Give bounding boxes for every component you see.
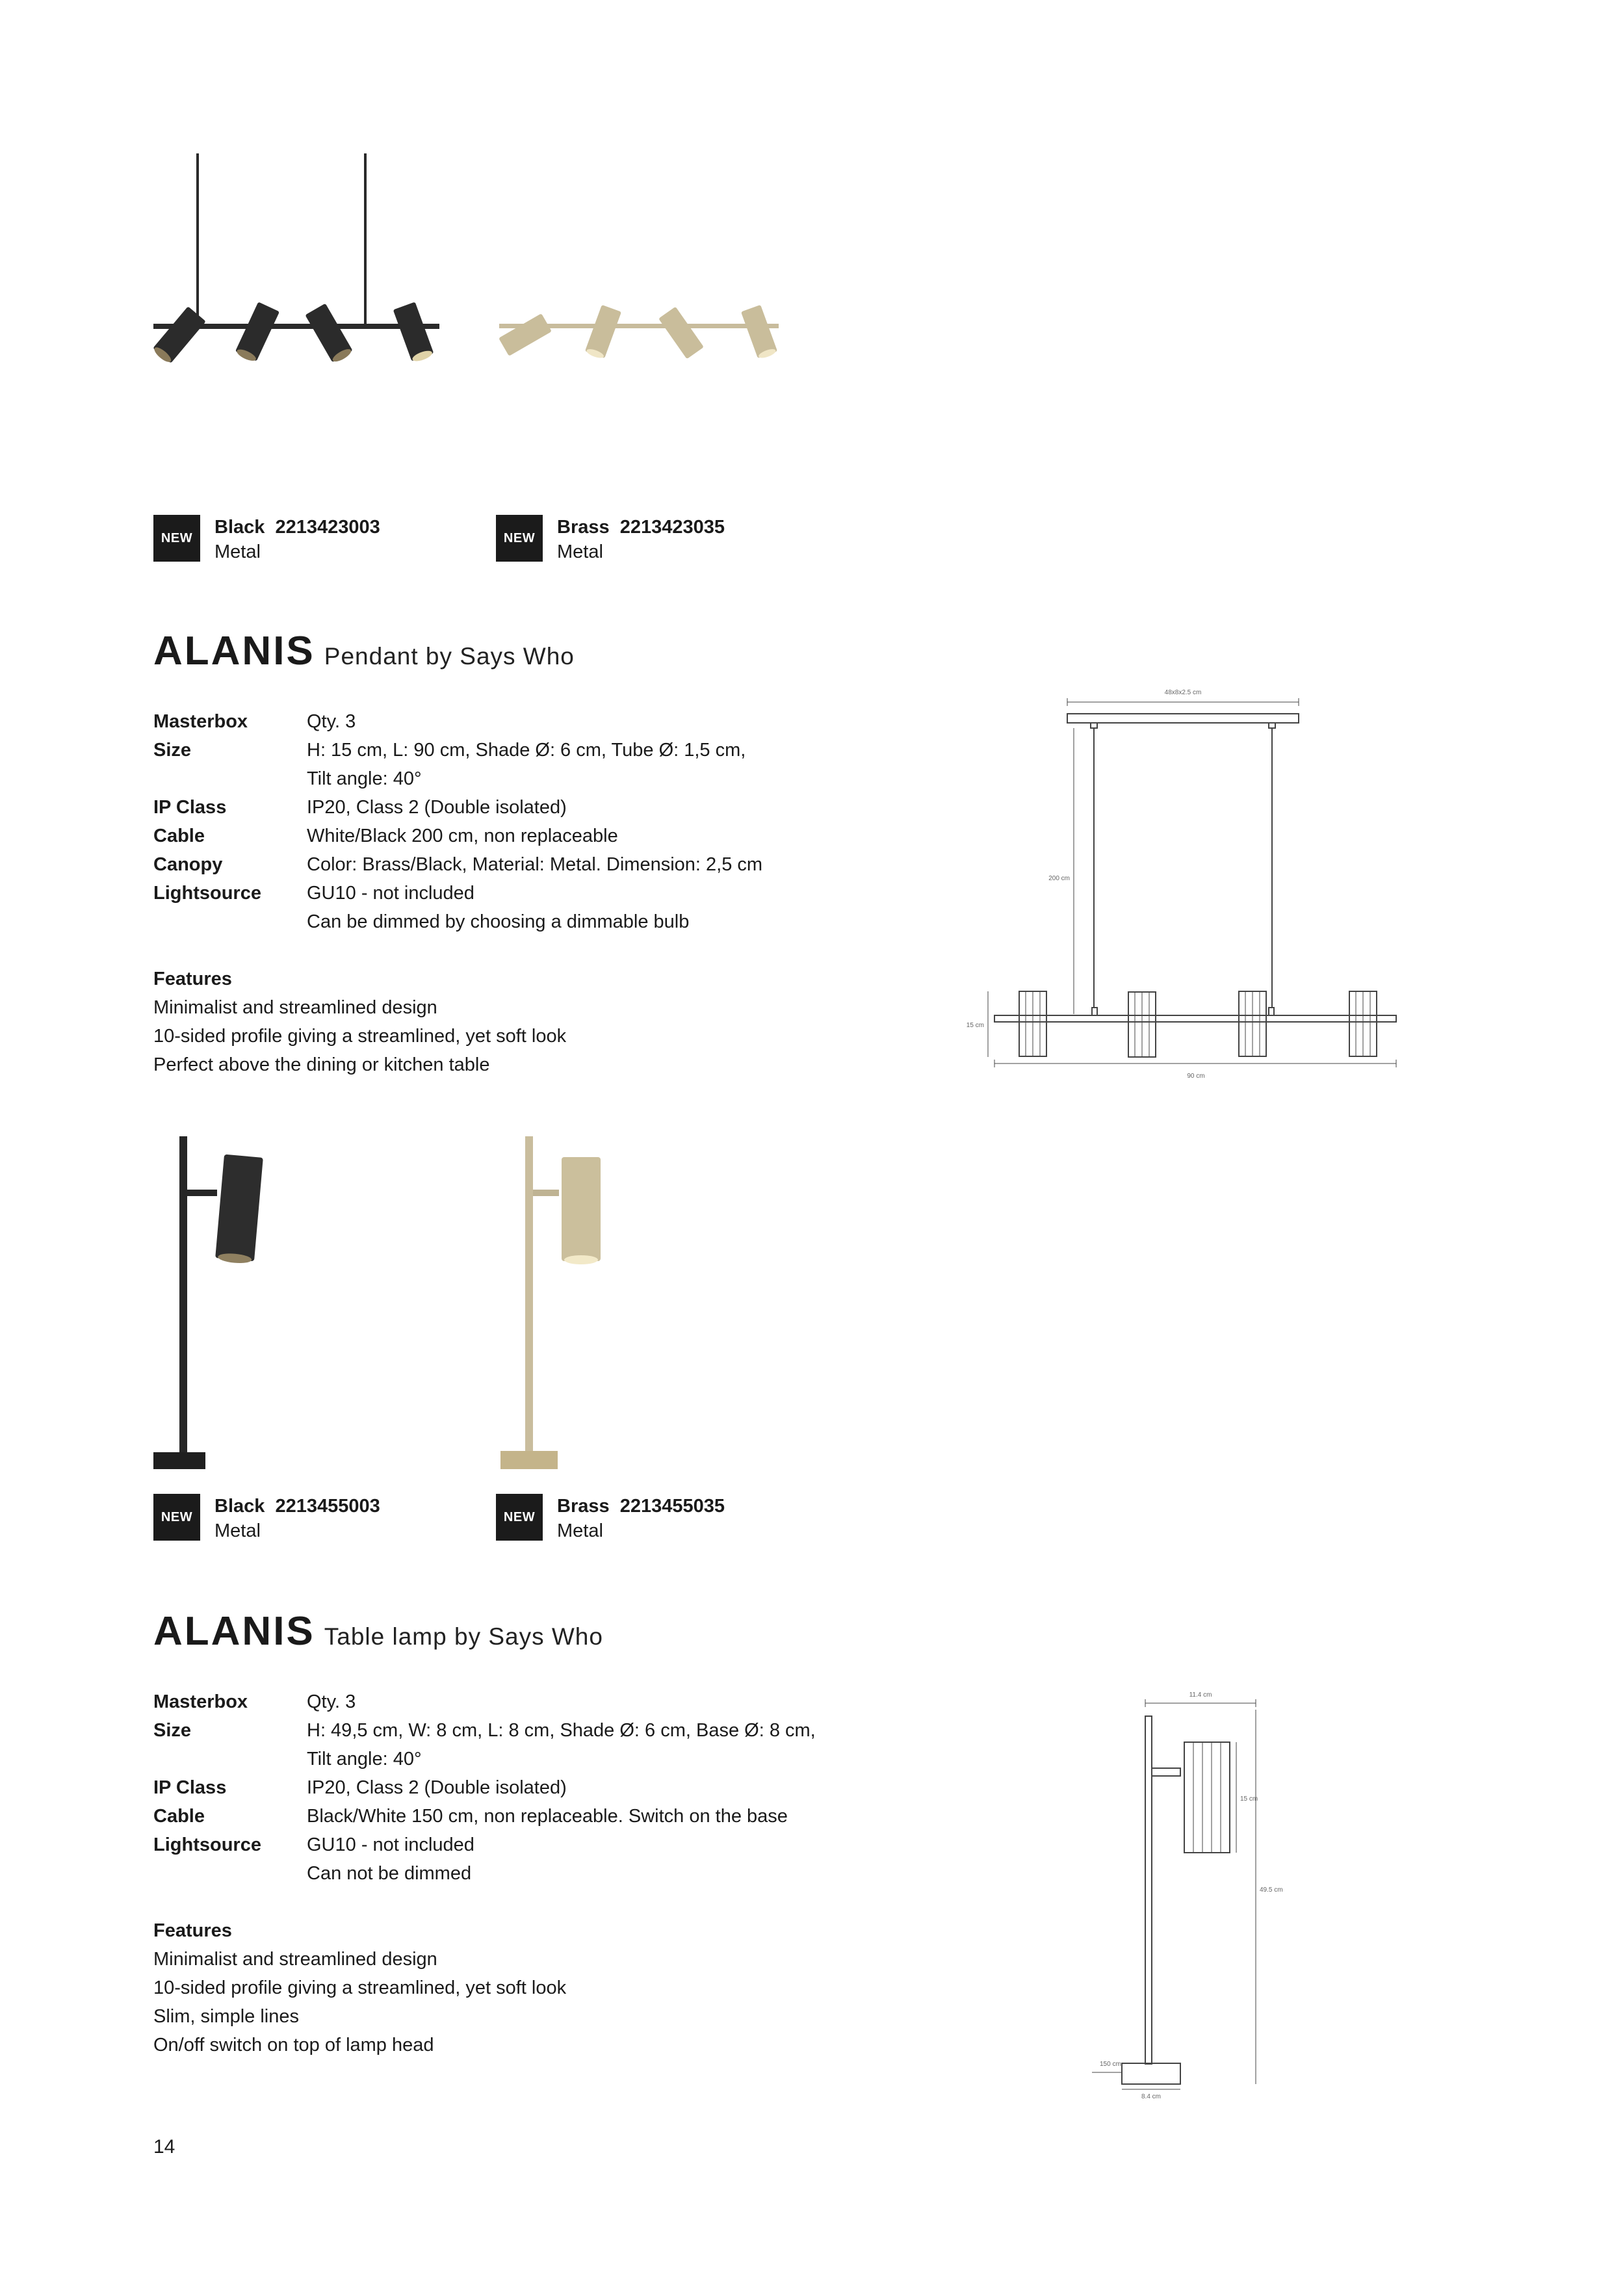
spec-label: IP Class	[153, 1777, 227, 1798]
spec-row	[153, 1802, 933, 1831]
variant-code: 2213455035	[619, 1496, 725, 1517]
variant-code: 2213423003	[275, 517, 380, 538]
drawing-label: 200 cm	[1048, 875, 1070, 882]
spec-row	[153, 793, 933, 822]
spec-value: IP20, Class 2 (Double isolated)	[307, 1777, 567, 1798]
drawing-label: 150 cm	[1100, 2061, 1121, 2068]
pendant-technical-drawing	[942, 676, 1410, 1092]
spec-row	[153, 1716, 933, 1745]
spec-row	[153, 1688, 933, 1716]
product-name: ALANIS	[153, 629, 315, 673]
variant-material: Metal	[214, 1520, 261, 1541]
pendant-black-photo	[153, 150, 439, 390]
pendant-features	[153, 965, 566, 1079]
variant-material: Metal	[214, 541, 261, 562]
spec-value: Black/White 150 cm, non replaceable. Switch on the base	[307, 1806, 788, 1827]
variant-material: Metal	[557, 1520, 603, 1541]
variant-color: Brass	[557, 517, 610, 538]
spec-value: H: 15 cm, L: 90 cm, Shade Ø: 6 cm, Tube Ø: 1,5 cm,	[307, 740, 746, 761]
feature-item: 10-sided profile giving a streamlined, yet soft look	[153, 1026, 567, 1047]
spec-value: Qty. 3	[307, 711, 356, 732]
spec-value: Can be dimmed by choosing a dimmable bulb	[307, 911, 690, 932]
pendant-title	[153, 628, 575, 674]
spec-label: Masterbox	[153, 1691, 248, 1712]
spec-row	[153, 736, 933, 764]
drawing-label: 48x8x2.5 cm	[1164, 689, 1202, 696]
table-lamp-black-photo	[153, 1136, 400, 1469]
spec-label: Masterbox	[153, 711, 248, 732]
spec-row	[153, 707, 933, 736]
table-lamp-variant-black	[153, 1494, 478, 1546]
spec-value: Color: Brass/Black, Material: Metal. Dimension: 2,5 cm	[307, 854, 763, 875]
feature-item: Slim, simple lines	[153, 2006, 299, 2027]
spec-label: Size	[153, 1720, 192, 1741]
spec-label: Cable	[153, 826, 205, 846]
spec-row	[153, 1773, 933, 1802]
drawing-label: 11.4 cm	[1189, 1691, 1212, 1699]
table-lamp-technical-drawing	[1066, 1684, 1300, 2100]
variant-material: Metal	[557, 541, 603, 562]
spec-label: Canopy	[153, 854, 223, 875]
drawing-label: 8.4 cm	[1141, 2093, 1162, 2100]
product-subtitle: Table lamp by Says Who	[324, 1623, 603, 1650]
feature-item: Minimalist and streamlined design	[153, 1949, 437, 1970]
spec-value: GU10 - not included	[307, 1834, 474, 1855]
spec-row	[153, 850, 933, 879]
spec-row	[153, 764, 933, 793]
spec-value: Tilt angle: 40°	[307, 1749, 422, 1769]
spec-value: H: 49,5 cm, W: 8 cm, L: 8 cm, Shade Ø: 6 cm, Base Ø: 8 cm,	[307, 1720, 816, 1741]
new-badge: NEW	[153, 515, 200, 562]
new-badge: NEW	[153, 1494, 200, 1541]
variant-code: 2213423035	[619, 517, 725, 538]
spec-row	[153, 1859, 933, 1888]
spec-value: IP20, Class 2 (Double isolated)	[307, 797, 567, 818]
table-lamp-title	[153, 1608, 603, 1654]
product-name: ALANIS	[153, 1609, 315, 1654]
variant-code: 2213455003	[275, 1496, 380, 1517]
spec-value: GU10 - not included	[307, 883, 474, 904]
table-lamp-features	[153, 1916, 566, 2059]
table-lamp-brass-photo	[499, 1136, 746, 1469]
spec-row	[153, 907, 933, 936]
feature-item: 10-sided profile giving a streamlined, yet soft look	[153, 1977, 567, 1998]
variant-color: Black	[214, 1496, 265, 1517]
spec-label: Lightsource	[153, 883, 261, 904]
drawing-label: 49.5 cm	[1260, 1886, 1283, 1894]
pendant-brass-photo	[499, 150, 785, 390]
spec-row	[153, 879, 933, 907]
pendant-specs	[153, 707, 933, 936]
spec-row	[153, 1745, 933, 1773]
features-heading: Features	[153, 1920, 232, 1941]
page-number: 14	[153, 2136, 175, 2158]
new-badge: NEW	[496, 1494, 543, 1541]
spec-value: Tilt angle: 40°	[307, 768, 422, 789]
spec-row	[153, 1831, 933, 1859]
spec-row	[153, 822, 933, 850]
features-heading: Features	[153, 969, 232, 989]
pendant-variant-brass	[496, 515, 821, 567]
variant-color: Brass	[557, 1496, 610, 1517]
feature-item: Minimalist and streamlined design	[153, 997, 437, 1018]
feature-item: Perfect above the dining or kitchen table	[153, 1054, 490, 1075]
pendant-variant-black	[153, 515, 478, 567]
spec-label: Cable	[153, 1806, 205, 1827]
spec-label: Lightsource	[153, 1834, 261, 1855]
product-subtitle: Pendant by Says Who	[324, 643, 575, 670]
drawing-label: 15 cm	[1240, 1795, 1258, 1803]
drawing-label: 90 cm	[1187, 1073, 1205, 1080]
new-badge: NEW	[496, 515, 543, 562]
variant-color: Black	[214, 517, 265, 538]
spec-value: White/Black 200 cm, non replaceable	[307, 826, 618, 846]
drawing-label: 15 cm	[966, 1022, 984, 1029]
spec-label: Size	[153, 740, 192, 761]
table-lamp-variant-brass	[496, 1494, 821, 1546]
table-lamp-specs	[153, 1688, 933, 1888]
feature-item: On/off switch on top of lamp head	[153, 2035, 434, 2055]
spec-value: Qty. 3	[307, 1691, 356, 1712]
spec-value: Can not be dimmed	[307, 1863, 472, 1884]
spec-label: IP Class	[153, 797, 227, 818]
